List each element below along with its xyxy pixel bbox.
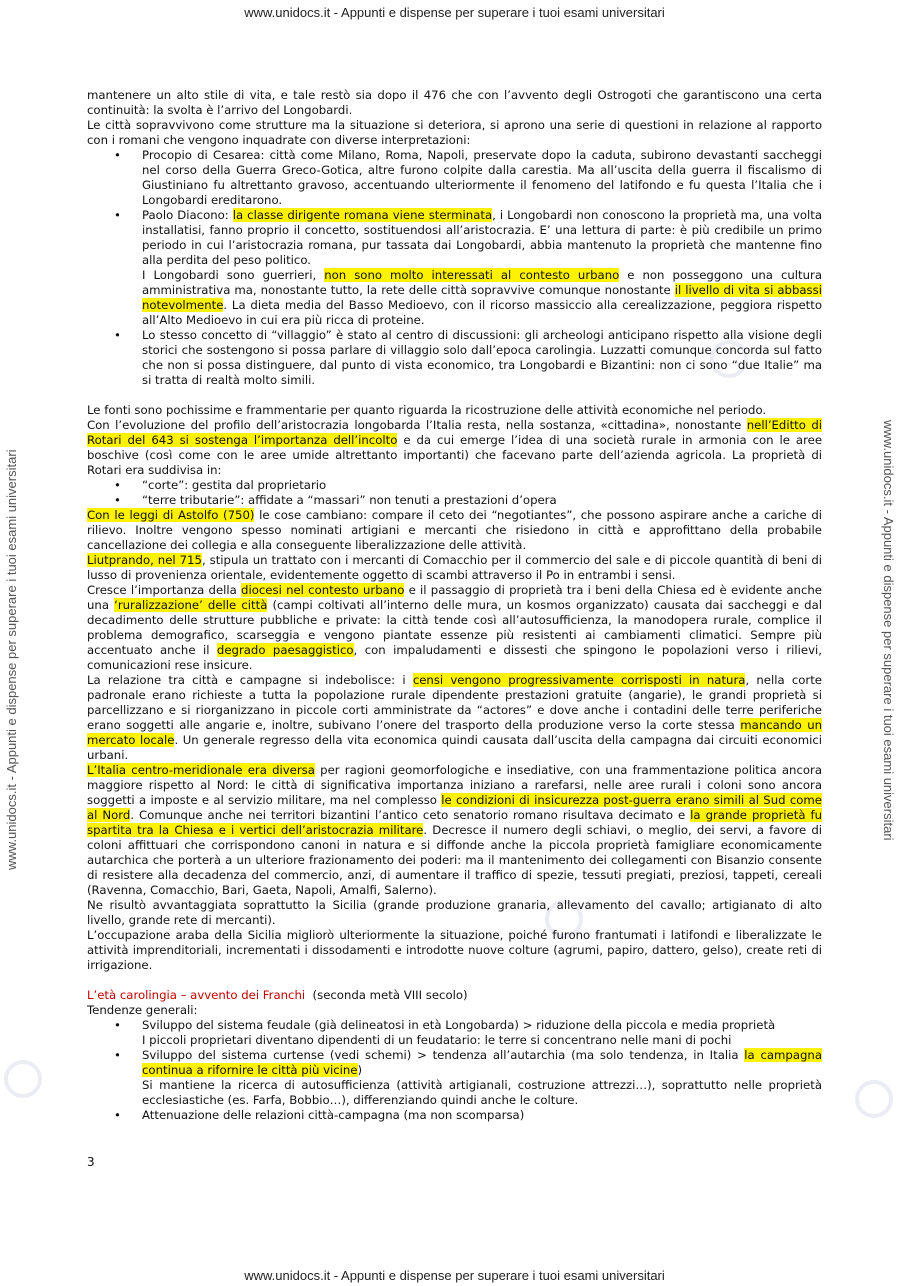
bullet-list — [87, 478, 822, 508]
paragraph: La relazione tra città e campagne si indebolisce: i censi vengono progressivamente corrisposti in natura, nella corte padronale erano richieste a tutta la popolazione rurale dipendente prestazioni gratuite (angarie), le grandi proprietà si parcellizzano e si riorganizzano in piccole corti amministrate da “actores” e dove anche i contadini delle terre periferiche erano soggetti alle angarie e, inoltre, subivano l’onere del trasporto della produzione verso la corte stessa mancando un mercato locale. Un generale regresso della vita economica quindi causata dall’uscita della campagna dai circuiti economici urbani. — [87, 673, 823, 762]
watermark-top: www.unidocs.it - Appunti e dispense per superare i tuoi esami universitari — [244, 5, 665, 20]
highlight: Liutprando, nel 715 — [87, 553, 202, 567]
list-item: • “terre tributarie”: affidate a “massari” non tenuti a prestazioni d’opera — [142, 493, 822, 508]
highlight: ‘ruralizzazione’ delle città — [114, 598, 268, 612]
highlight: nell’Editto di Rotari del 643 si sostenga l’importanza dell’incolto — [87, 418, 822, 447]
paragraph: Liutprando, nel 715, stipula un trattato con i mercanti di Comacchio per il commercio del sale e di piccole quantità di beni di lusso di provenienza orientale, evidentemente oggetto di scambi attraverso il Po in entrambi i sensi. — [87, 553, 822, 582]
page-number: 3 — [87, 1155, 95, 1169]
highlight: Con le leggi di Astolfo (750) — [87, 508, 255, 522]
paragraph: Con l’evoluzione del profilo dell’aristocrazia longobarda l’Italia resta, nella sostanza, «cittadina», nonostante nell’Editto di Rotari del 643 si sostenga l’importanza dell’incolto e da cui emerge l’idea di una società rurale in armonia con le aree boschive (così come con le aree umide altrettanto importanti) che facevano parte dell’azienda agricola. La proprietà di Rotari era suddivisa in: — [87, 418, 823, 477]
highlight: degrado paesaggistico — [216, 643, 354, 657]
highlight: le condizioni di insicurezza post-guerra erano simili al Sud come al Nord — [87, 793, 822, 822]
paragraph: Ne risultò avvantaggiata soprattutto la Sicilia (grande produzione granaria, allevamento del cavallo; artigianato di alto livello, grande rete di mercanti). — [87, 898, 822, 927]
watermark-logo-icon — [855, 1080, 893, 1118]
paragraph: L’occupazione araba della Sicilia migliorò ulteriormente la situazione, poiché furono frantumati i latifondi e liberalizzate le attività imprenditoriali, incrementati i dissodamenti e introdotte nuove colture (agrumi, papiro, dattero, gelso), create reti di irrigazione. — [87, 928, 822, 972]
highlight: la campagna continua a rifornire le città più vicine — [142, 1048, 822, 1077]
list-item: • Paolo Diacono: la classe dirigente romana viene sterminata, i Longobardi non conoscono la proprietà ma, una volta installatisi, fanno proprio il concetto, sostituendosi all’aristocrazia. E’ una lettura di parte: è più credibile un primo periodo in cui l’aristocrazia romana, pur tassata dai Longobardi, abbia mantenuto la proprietà che mantenne fino alla perdita del peso politico. I Longobardi sono guerrieri, non sono molto interessati al contesto urbano e non posseggono una cultura amministrativa ma, nonostante tutto, la rete delle città sopravvive comunque nonostante il livello di vita si abbassi notevolmente. La dieta media del Basso Medioevo, con il ricorso massiccio alla cerealizzazione, peggiora rispetto all’Alto Medioevo in cui era più ricca di proteine. — [142, 208, 822, 328]
highlight: diocesi nel contesto urbano — [241, 583, 405, 597]
watermark-bottom: www.unidocs.it - Appunti e dispense per superare i tuoi esami universitari — [244, 1268, 665, 1283]
paragraph: L’Italia centro-meridionale era diversa per ragioni geomorfologiche e insediative, con una frammentazione politica ancora maggiore rispetto al Nord: le città di significativa importanza iniziano a rarefarsi, nelle aree rurali i coloni sono ancora soggetti a imposte e al servizio militare, ma nel complesso le condizioni di insicurezza post-guerra erano simili al Sud come al Nord. Comunque anche nei territori bizantini l’antico ceto senatorio romano risultava decimato e la grande proprietà fu spartita tra la Chiesa e i vertici dell’aristocrazia militare. Decresce il numero degli schiavi, o meglio, dei servi, a favore di coloni affittuari che corrispondono canoni in natura e si diffonde anche la piccola proprietà famigliare economicamente autarchica che porterà a un ulteriore frazionamento dei poderi: ma il mantenimento dei collegamenti con Bisanzio consente di resistere alla decadenza del commercio, anzi, di aumentare il traffico di spezie, tessuti pregiati, preziosi, tappeti, cereali (Ravenna, Comacchio, Bari, Gaeta, Napoli, Amalfi, Salerno). — [87, 763, 822, 897]
subheading: Tendenze generali: — [87, 1003, 198, 1017]
paragraph: mantenere un alto stile di vita, e tale restò sia dopo il 476 che con l’avvento degli Ostrogoti che garantiscono una certa continuità: la svolta è l’arrivo del Longobardi. — [87, 88, 822, 117]
highlight: censi vengono progressivamente corrisposti in natura — [412, 673, 746, 687]
highlight: mancando un mercato locale — [87, 718, 823, 747]
highlight: la grande proprietà fu spartita tra la Chiesa e i vertici dell’aristocrazia militare — [87, 808, 822, 837]
bullet-list — [87, 148, 822, 388]
document-body — [87, 88, 822, 1123]
list-item: • Sviluppo del sistema feudale (già delineatosi in età Longobarda) > riduzione della piccola e media proprietà I piccoli proprietari diventano dipendenti di un feudatario: le terre si concentrano nelle mani di pochi — [142, 1018, 822, 1048]
section-heading: L’età carolingia – avvento dei Franchi (seconda metà VIII secolo) — [87, 988, 468, 1002]
paragraph: Le città sopravvivono come strutture ma la situazione si deteriora, si aprono una serie di questioni in relazione al rapporto con i romani che vengono inquadrate con diverse interpretazioni: — [87, 118, 822, 147]
paragraph: Cresce l’importanza della diocesi nel contesto urbano e il passaggio di proprietà tra i beni della Chiesa ed è evidente anche una ‘ruralizzazione’ delle città (campi coltivati all’interno delle mura, un kosmos organizzato) causata dai saccheggi e dal decadimento delle strutture pubbliche e private: la città tende così all’autosufficienza, la manodopera rurale, complice il problema demografico, scarseggia e vengono piantate essenze più resistenti ai cambiamenti climatici. Sempre più accentuato anche il degrado paesaggistico, con impaludamenti e dissesti che spingono le popolazioni verso i rilievi, comunicazioni rese insicure. — [87, 583, 822, 672]
list-item: • Lo stesso concetto di “villaggio” è stato al centro di discussioni: gli archeologi anticipano rispetto alla visione degli storici che sostengono si possa parlare di villaggio solo dall’epoca carolingia. Luzzatti comunque concorda sul fatto che non si possa distinguere, dal punto di vista economico, tra Longobardi e Bizantini: non ci sono “due Italie” ma si tratta di realtà molto simili. — [142, 328, 822, 388]
paragraph: Con le leggi di Astolfo (750) le cose cambiano: compare il ceto dei “negotiantes”, che possono aspirare anche a cariche di rilievo. Inoltre vengono spesso nominati artigiani e mercanti che risiedono in città e approfittano della probabile cancellazione dei collegia e alla conseguente liberalizzazione delle attività. — [87, 508, 822, 552]
list-item: • Procopio di Cesarea: città come Milano, Roma, Napoli, preservate dopo la caduta, subirono devastanti saccheggi nel corso della Guerra Greco-Gotica, altre furono colpite dalla carestia. Ma all’uscita della guerra il fiscalismo di Giustiniano fu altrettanto gravoso, accentuando ulteriormente il fenomeno del latifondo e fu questa l’Italia che i Longobardi ereditarono. — [142, 148, 822, 208]
bullet-list — [87, 1018, 822, 1123]
list-item: • “corte”: gestita dal proprietario — [142, 478, 822, 493]
highlight: il livello di vita si abbassi notevolmente — [142, 283, 822, 312]
highlight: L’Italia centro-meridionale era diversa — [87, 763, 315, 777]
watermark-logo-icon — [4, 1060, 42, 1098]
highlight: non sono molto interessati al contesto urbano — [324, 268, 620, 282]
highlight: la classe dirigente romana viene sterminata — [232, 208, 493, 222]
list-item: • Sviluppo del sistema curtense (vedi schemi) > tendenza all’autarchia (ma solo tendenza, in Italia la campagna continua a rifornire le città più vicine) Si mantiene la ricerca di autosufficienza (attività artigianali, costruzione attrezzi…), soprattutto nelle proprietà ecclesiastiche (es. Farfa, Bobbio…), differenziando quindi anche le colture. — [142, 1048, 822, 1108]
paragraph: Le fonti sono pochissime e frammentarie per quanto riguarda la ricostruzione delle attività economiche nel periodo. — [87, 403, 767, 417]
list-item: • Attenuazione delle relazioni città-campagna (ma non scomparsa) — [142, 1108, 822, 1123]
